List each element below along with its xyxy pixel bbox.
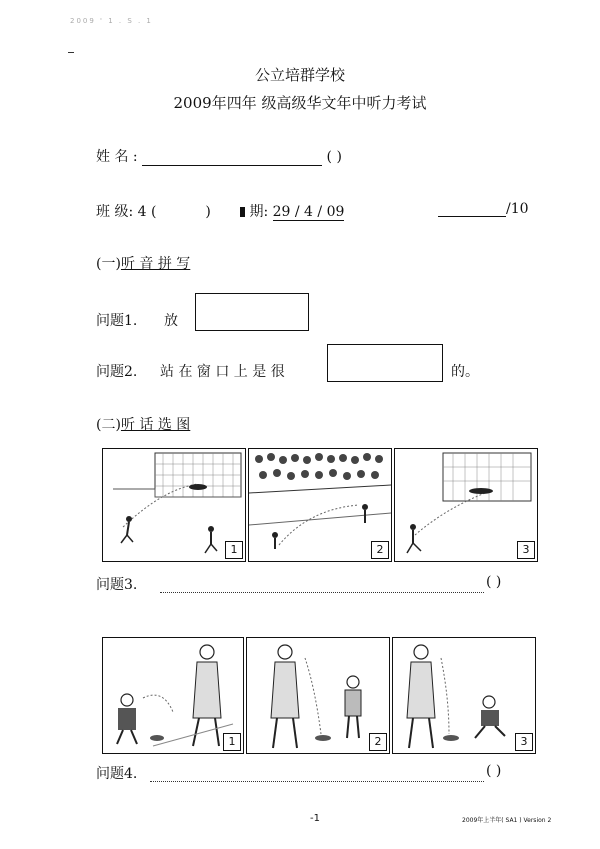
date-value: 29 / 4 / 09 — [272, 204, 345, 220]
elder-child-scene-illustration — [247, 638, 389, 753]
q3-panel-3[interactable] — [394, 448, 538, 562]
section2-number: (二) — [96, 417, 121, 433]
panel-number: 3 — [517, 541, 535, 559]
q4-answer-paren[interactable]: ( ) — [486, 763, 502, 779]
q4-answer-line[interactable] — [150, 763, 484, 782]
q1-label: 问题1. — [96, 313, 138, 329]
panel-number: 2 — [371, 541, 389, 559]
version-label: 2009年上半年( SA1 ) Version 2 — [462, 817, 552, 824]
q3-panel-1[interactable] — [102, 448, 246, 562]
q3-answer-paren[interactable]: ( ) — [486, 574, 502, 590]
name-row — [96, 146, 342, 166]
q2-end: 的。 — [451, 364, 479, 380]
q4-panel-1[interactable] — [102, 637, 244, 754]
name-line[interactable] — [142, 151, 322, 166]
score-line[interactable] — [438, 202, 506, 217]
class-label: 班 级: 4 ( — [96, 204, 157, 220]
section1-heading — [96, 253, 190, 273]
scan-mark: 2009 ' 1 . S . 1 — [70, 17, 153, 25]
q2-label: 问题2. — [96, 364, 138, 380]
scan-blot — [240, 207, 245, 217]
panel-number: 2 — [369, 733, 387, 751]
name-label: 姓 名 : — [96, 149, 138, 165]
class-label-group — [96, 201, 211, 221]
score-group — [438, 201, 529, 217]
q1-text: 放 — [164, 313, 178, 329]
name-paren: ( ) — [326, 149, 342, 165]
q4-label: 问题4. — [96, 766, 138, 782]
q3-label: 问题3. — [96, 577, 138, 593]
child-elder-scene-illustration — [103, 638, 243, 753]
score-total: /10 — [506, 201, 529, 217]
q3-panel-2[interactable] — [248, 448, 392, 562]
date-group — [240, 201, 344, 221]
q2-answer-box[interactable] — [327, 344, 443, 382]
section1-number: (一) — [96, 256, 121, 272]
exam-title: 2009年四年 级高级华文年中听力考试 — [173, 94, 427, 112]
soccer-crowd-scene-illustration — [249, 449, 391, 561]
panel-number: 1 — [223, 733, 241, 751]
q2-text: 站 在 窗 口 上 是 很 — [160, 364, 285, 380]
q3-answer-line[interactable] — [160, 574, 484, 593]
elder-running-child-scene-illustration — [393, 638, 535, 753]
page-number: -1 — [310, 813, 320, 824]
q4-panel-3[interactable] — [392, 637, 536, 754]
q4-panel-2[interactable] — [246, 637, 390, 754]
soccer-goalkeeper-scene-illustration — [395, 449, 537, 561]
soccer-goal-scene-illustration — [103, 449, 245, 561]
q1-answer-box[interactable] — [195, 293, 309, 331]
section1-title: 听 音 拼 写 — [120, 256, 191, 272]
scan-tick — [68, 52, 74, 53]
date-label: 期: — [249, 204, 269, 220]
section2-heading — [96, 414, 190, 434]
class-close: ) — [205, 204, 211, 220]
school-name: 公立培群学校 — [254, 66, 345, 84]
panel-number: 1 — [225, 541, 243, 559]
panel-number: 3 — [515, 733, 533, 751]
section2-title: 听 话 选 图 — [120, 417, 191, 433]
